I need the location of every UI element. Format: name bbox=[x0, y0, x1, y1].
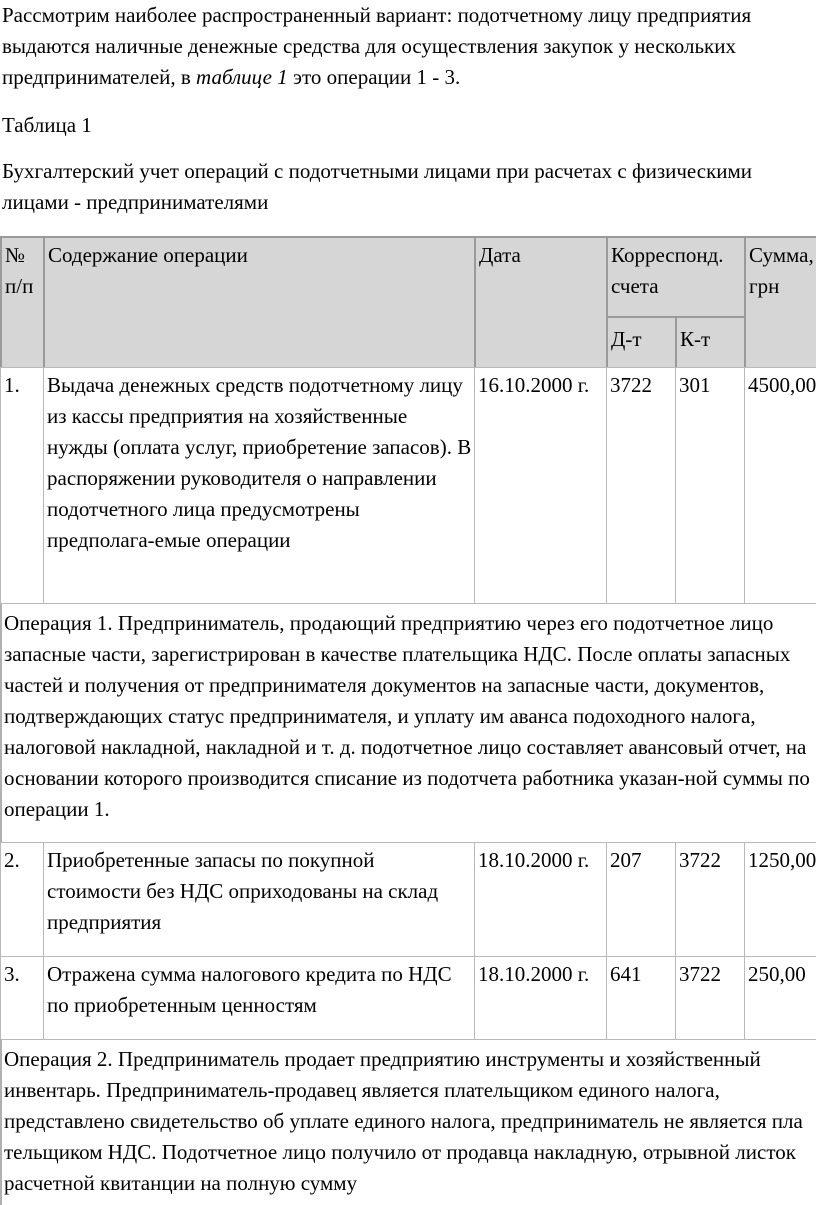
row2-num: 2. bbox=[0, 842, 45, 958]
row2-content: Приобретенные запасы по покупной стоимости без НДС оприходованы на склад предприятия bbox=[43, 842, 476, 958]
operation1-description: Операция 1. Предприниматель, продающий предприятию через его подотчетное лицо запасные части, зарегистрирован в качестве плательщика НДС. После оплаты запасных частей и получения от предпринимателя документов на запасные части, документов, подтверждающих статус предпринимателя, и уплату им аванса подоходного налога, налоговой накладной, накладной и т. д. подотчетное лицо составляет авансовый отчет, на основании которого производится списание из подотчета работника указан-ной суммы по операции 1. bbox=[0, 603, 816, 844]
row1-credit: 301 bbox=[675, 367, 746, 605]
row3-credit: 3722 bbox=[675, 956, 746, 1041]
table-label: Таблица 1 bbox=[2, 113, 92, 137]
row1-debit: 3722 bbox=[606, 367, 677, 605]
row3-sum: 250,00 bbox=[744, 956, 816, 1041]
row1-num: 1. bbox=[0, 367, 45, 605]
header-credit: К-т bbox=[675, 316, 746, 369]
table-caption: Бухгалтерский учет операций с подотчетными лицами при расчетах с физическими лицами - предпринимателями bbox=[2, 159, 753, 214]
header-sum: Сумма, грн bbox=[744, 236, 816, 369]
intro-paragraph bbox=[2, 0, 816, 93]
intro-text-end: это операции 1 - 3. bbox=[287, 65, 461, 89]
row3-debit: 641 bbox=[606, 956, 677, 1041]
row1-date: 16.10.2000 г. bbox=[474, 367, 608, 605]
header-debit: Д-т bbox=[606, 316, 677, 369]
row3-content: Отражена сумма налогового кредита по НДС по приобретенным ценностям bbox=[43, 956, 476, 1041]
header-content: Содержание операции bbox=[43, 236, 476, 369]
operation2-description: Операция 2. Предприниматель продает предприятию инструменты и хозяйственный инвентарь. Предприниматель-продавец является плательщиком единого налога, представлено свидетельство об уплате единого налога, предприниматель не является пла тельщиком НДС. Подотчетное лицо получило от продавца накладную, отрывной листок расчетной квитанции на полную сумму bbox=[0, 1039, 816, 1205]
row1-content: Выдача денежных средств подотчетному лицу из кассы предприятия на хозяйственные нужды (оплата услуг, приобретение запасов). В распоряжении руководителя о направлении подотчетного лица предусмотрены предполага-емые операции bbox=[43, 367, 476, 605]
row2-debit: 207 bbox=[606, 842, 677, 958]
header-date: Дата bbox=[474, 236, 608, 369]
row2-credit: 3722 bbox=[675, 842, 746, 958]
row1-sum: 4500,00 bbox=[744, 367, 816, 605]
row2-date: 18.10.2000 г. bbox=[474, 842, 608, 958]
header-num: № п/п bbox=[0, 236, 45, 369]
row3-date: 18.10.2000 г. bbox=[474, 956, 608, 1041]
row3-num: 3. bbox=[0, 956, 45, 1041]
intro-table-reference: таблице 1 bbox=[196, 65, 288, 89]
header-accounts: Корреспонд. счета bbox=[606, 236, 746, 318]
row2-sum: 1250,00 bbox=[744, 842, 816, 958]
intro-text-start: Рассмотрим наиболее распространенный вариант: подотчетному лицу предприятия выдаются наличные денежные средства для осуществления закупок у нескольких предпринимателей, в bbox=[2, 3, 752, 89]
